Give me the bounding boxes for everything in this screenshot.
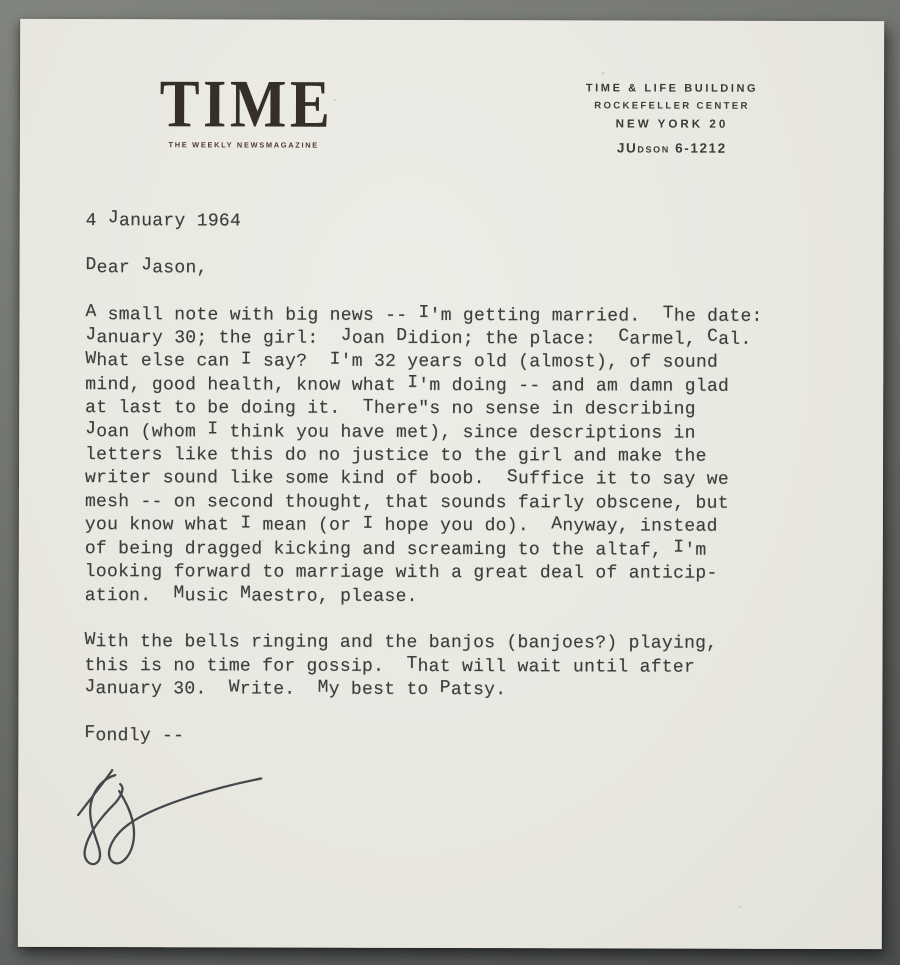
address-building: TIME & LIFE BUILDING [585,82,759,95]
address-phone: JUdson 6-1212 [616,140,727,156]
letter-line: mesh -- on second thought, that sounds fairly obscene, but [84,491,729,514]
letter-line: mind, good health, know what I'm doing -- and am damn glad [85,373,730,397]
blank-line [85,608,762,633]
letter-line: ation. Music Maestro, please. [84,583,418,607]
letter-line: With the bells ringing and the banjos (banjoes?) playing, [84,629,718,655]
time-logo: TIME [159,65,334,142]
letterhead-address-block [562,82,782,156]
paper-speck [334,99,336,101]
letter-line: at last to be doing it. There"s no sense in describing [85,396,696,420]
blank-line [85,280,762,305]
blank-line [84,702,761,727]
address-center: ROCKEFELLER CENTER [594,100,750,112]
letter-paper [18,19,884,949]
letter-line: Dear Jason, [85,255,208,279]
letter-line: January 30; the girl: Joan Didion; the place: Carmel, Cal. [85,325,752,350]
letter-line: What else can I say? I'm 32 years old (almost), of sound [85,348,719,374]
signature-scribble [48,761,288,882]
letter-line: January 30. Write. My best to Patsy. [84,676,507,701]
letter-line: of being dragged kicking and screaming to the altaf, I'm [84,537,707,561]
address-city: NEW YORK 20 [615,117,729,131]
letter-body [84,210,763,750]
letter-line: letters like this do no justice to the girl and make the [85,445,707,467]
letter-line: this is no time for gossip. That will wait until after [84,654,696,678]
letter-line: looking forward to marriage with a great deal of anticip- [84,562,718,584]
paper-speck [602,72,604,74]
time-logo-block [148,65,338,150]
letter-line: writer sound like some kind of boob. Suffice it to say we [84,467,729,491]
paper-speck [262,540,264,542]
letter-line: Fondly -- [84,723,185,747]
letter-line: you know what I mean (or I hope you do). Anyway, instead [84,513,718,537]
letter-line: A small note with big news -- I'm getting married. The date: [85,302,763,327]
blank-line [86,233,763,258]
time-tagline: THE WEEKLY NEWSMAGAZINE [168,140,319,150]
paper-speck [739,906,741,908]
letter-line: 4 January 1964 [85,208,242,232]
letter-line: Joan (whom I think you have met), since descriptions in [85,419,696,444]
